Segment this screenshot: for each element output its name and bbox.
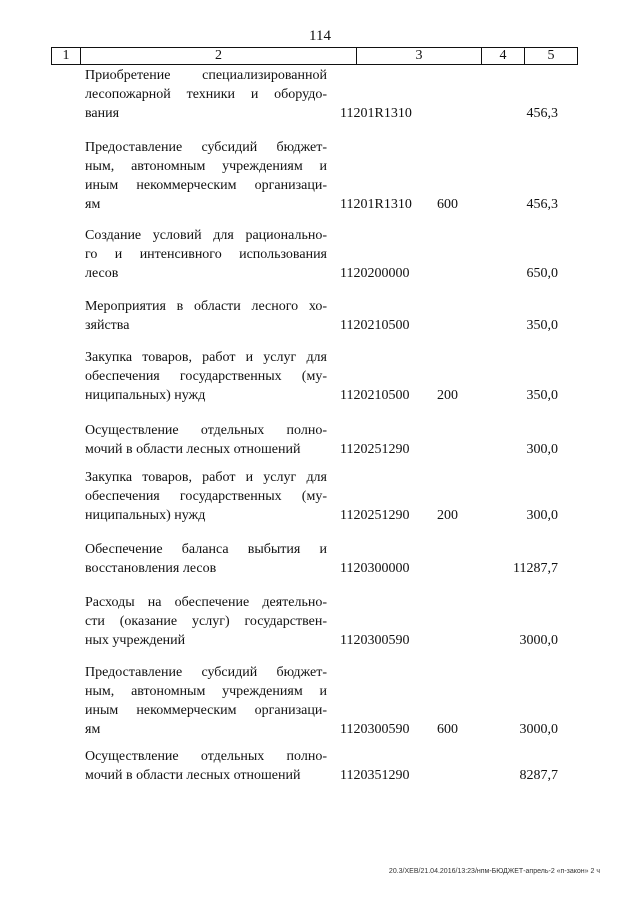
row-type: 600 xyxy=(437,722,458,737)
description-line: Закупка товаров, работ и услуг для xyxy=(85,350,327,365)
row-type: 200 xyxy=(437,388,458,403)
description-line: Предоставление субсидий бюджет- xyxy=(85,140,327,155)
row-type: 600 xyxy=(437,197,458,212)
row-code: 1120300590 xyxy=(340,722,410,737)
row-code: 1120300590 xyxy=(340,633,410,648)
description-line: Создание условий для рационально- xyxy=(85,228,327,243)
row-code: 11201R1310 xyxy=(340,197,412,212)
row-amount: 350,0 xyxy=(526,318,558,333)
description-line: Мероприятия в области лесного хо- xyxy=(85,299,327,314)
header-col-3: 3 xyxy=(415,48,423,63)
row-amount: 8287,7 xyxy=(519,768,558,783)
row-amount: 456,3 xyxy=(526,106,558,121)
description-line: обеспечения государственных (му- xyxy=(85,489,327,504)
page-number: 114 xyxy=(309,28,331,44)
row-description xyxy=(85,138,327,214)
row-description xyxy=(85,297,327,335)
description-line: ям xyxy=(85,197,101,212)
description-line: Закупка товаров, работ и услуг для xyxy=(85,470,327,485)
description-line: ниципальных) нужд xyxy=(85,508,206,523)
row-code: 1120300000 xyxy=(340,561,410,576)
row-amount: 300,0 xyxy=(526,442,558,457)
row-code: 1120210500 xyxy=(340,388,410,403)
description-line: зяйства xyxy=(85,318,130,333)
row-code: 1120251290 xyxy=(340,508,410,523)
description-line: мочий в области лесных отношений xyxy=(85,442,301,457)
row-code: 1120251290 xyxy=(340,442,410,457)
description-line: Расходы на обеспечение деятельно- xyxy=(85,595,327,610)
row-description xyxy=(85,747,327,785)
description-line: Осуществление отдельных полно- xyxy=(85,749,327,764)
description-line: вания xyxy=(85,106,120,121)
description-line: обеспечения государственных (му- xyxy=(85,369,327,384)
row-description xyxy=(85,593,327,650)
row-code: 1120351290 xyxy=(340,768,410,783)
description-line: лесов xyxy=(85,266,119,281)
description-line: мочий в области лесных отношений xyxy=(85,768,301,783)
description-line: Приобретение специализированной xyxy=(85,68,327,83)
row-code: 1120200000 xyxy=(340,266,410,281)
description-line: Предоставление субсидий бюджет- xyxy=(85,665,327,680)
row-amount: 3000,0 xyxy=(519,633,558,648)
description-line: Обеспечение баланса выбытия и xyxy=(85,542,327,557)
description-line: восстановления лесов xyxy=(85,561,217,576)
table-header xyxy=(51,47,578,65)
row-amount: 11287,7 xyxy=(513,561,558,576)
description-line: лесопожарной техники и оборудо- xyxy=(85,87,327,102)
row-amount: 650,0 xyxy=(526,266,558,281)
header-col-1: 1 xyxy=(62,48,70,63)
header-col-2: 2 xyxy=(215,48,222,63)
description-line: ным, автономным учреждениям и xyxy=(85,159,327,174)
description-line: ям xyxy=(85,722,101,737)
header-col-5: 5 xyxy=(547,48,555,63)
description-line: ным, автономным учреждениям и xyxy=(85,684,327,699)
row-amount: 300,0 xyxy=(526,508,558,523)
row-type: 200 xyxy=(437,508,458,523)
row-description xyxy=(85,226,327,283)
description-line: Осуществление отдельных полно- xyxy=(85,423,327,438)
row-description xyxy=(85,421,327,459)
row-description xyxy=(85,468,327,525)
description-line: го и интенсивного использования xyxy=(85,247,327,262)
row-description xyxy=(85,663,327,739)
row-code: 11201R1310 xyxy=(340,106,412,121)
description-line: ных учреждений xyxy=(85,633,186,648)
header-col-4: 4 xyxy=(499,48,507,63)
row-description xyxy=(85,348,327,405)
row-amount: 3000,0 xyxy=(519,722,558,737)
description-line: ниципальных) нужд xyxy=(85,388,206,403)
description-line: иным некоммерческим организаци- xyxy=(85,703,327,718)
row-code: 1120210500 xyxy=(340,318,410,333)
description-line: сти (оказание услуг) государствен- xyxy=(85,614,327,629)
row-description xyxy=(85,540,327,578)
footer-stamp: 20.3/ХЕВ/21.04.2016/13:23/нпм-БЮДЖЕТ-апрель-2 «п-закон» 2 ч xyxy=(388,868,600,875)
description-line: иным некоммерческим организаци- xyxy=(85,178,327,193)
row-amount: 456,3 xyxy=(526,197,558,212)
row-amount: 350,0 xyxy=(526,388,558,403)
row-description xyxy=(85,66,327,123)
